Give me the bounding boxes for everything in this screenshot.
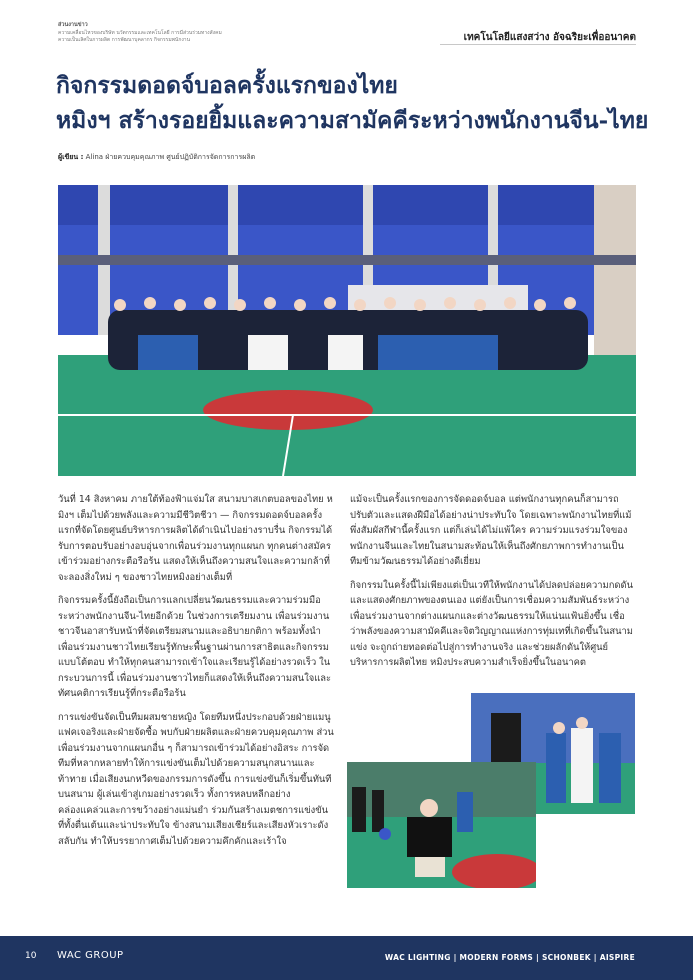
author-name: Alina ฝ่ายควบคุมคุณภาพ ศูนย์ปฏิบัติการจัดการการผลิต — [85, 153, 256, 161]
page-footer — [0, 936, 693, 980]
match-photo-2 — [347, 762, 536, 888]
article-title-line1: กิจกรรมดอดจ์บอลครั้งแรกของไทย — [56, 72, 398, 99]
paragraph: วันที่ 14 สิงหาคม ภายใต้ท้องฟ้าแจ่มใส สนามบาสเกตบอลของไทย หมิงฯ เต็มไปด้วยพลังและความมีชีวิตชีวา — กิจกรรมดอดจ์บอลครั้งแรกที่จัดโดยศูนย์บริหารการผลิตได้ดำเนินไปอย่างราบรื่น กิจกรรมได้รับการตอบรับอย่างอบอุ่นจากเพื่อนร่วมงานทุกแผนก ทุกคนต่างสมัครเข้าร่วมอย่างกระตือรือร้น แสดงให้เห็นถึงความสนใจและความกล้าที่จะลองสิ่งใหม่ ๆ ของชาวไทยหมิงอย่างเต็มที่ — [58, 494, 333, 583]
footer-brand-list: WAC LIGHTING | MODERN FORMS | SCHONBEK | AISPIRE — [384, 953, 635, 962]
tagline: เทคโนโลยีแสงสว่าง อัจฉริยะเพื่ออนาคต — [463, 32, 636, 43]
paragraph: แม้จะเป็นครั้งแรกของการจัดดอดจ์บอล แต่พนักงานทุกคนก็สามารถปรับตัวและแสดงฝีมือได้อย่างน่าประทับใจ โดยเฉพาะพนักงานไทยที่แม้พึ่งสัมผัสกีฬานี้ครั้งแรก แต่ก็เล่นได้ไม่แพ้ใคร ความร่วมแรงร่วมใจของพนักงานจีนและไทยในสนามสะท้อนให้เห็นถึงศักยภาพการทำงานเป็นทีมข้ามวัฒนธรรมได้อย่างดีเยี่ยม — [350, 494, 632, 567]
page-number: 10 — [25, 951, 37, 961]
section-title: ส่วนงานข่าว — [58, 22, 88, 28]
paragraph: กิจกรรมครั้งนี้ยังถือเป็นการแลกเปลี่ยนวัฒนธรรมและความร่วมมือระหว่างพนักงานจีน-ไทยอีกด้วย ในช่วงการเตรียมงาน เพื่อนร่วมงานชาวจีนอาสารับหน้าที่จัดเตรียมสนามและอธิบายกติกา พร้อมทั้งนำเพื่อนร่วมงานชาวไทยเรียนรู้ทักษะพื้นฐานผ่านการสาธิตและกิจกรรมแบบโต้ตอบ ทำให้ทุกคนสามารถเข้าใจและเรียนรู้ได้อย่างรวดเร็ว ในกระบวนการนี้ เพื่อนร่วมงานชาวไทยก็แสดงให้เห็นถึงความสนใจและทัศนคติการเรียนรู้ที่กระตือรือร้น — [58, 595, 332, 699]
article-body-right — [350, 492, 635, 679]
footer-brand: WAC GROUP — [57, 950, 124, 961]
author-label: ผู้เขียน : — [58, 153, 84, 161]
section-categories-line1: ความเคลื่อนไหวของบริษัท นวัตกรรมและเทคโนโลยี การมีส่วนร่วมทางสังคม — [58, 29, 222, 36]
article-title-line2: หมิงฯ สร้างรอยยิ้มและความสามัคคีระหว่างพนักงานจีน-ไทย — [56, 107, 649, 134]
article-title — [56, 68, 656, 138]
article-body-left — [58, 492, 334, 857]
group-photo — [58, 185, 636, 476]
section-header — [58, 22, 288, 45]
header-divider — [440, 44, 636, 45]
paragraph: การแข่งขันจัดเป็นทีมผสมชายหญิง โดยทีมหนึ่งประกอบด้วยฝ่ายแมนูแฟคเจอริงและฝ่ายจัดซื้อ พบกับฝ่ายผลิตและฝ่ายควบคุมคุณภาพ ส่วนเพื่อนร่วมงานจากแผนกอื่น ๆ ก็สามารถเข้าร่วมได้อย่างอิสระ การจัดทีมที่หลากหลายทำให้การแข่งขันเต็มไปด้วยความสนุกสนานและท้าทาย เมื่อเสียงนกหวีดของกรรมการดังขึ้น การแข่งขันก็เริ่มขึ้นทันที บนสนาม ผู้เล่นเข้าสู่เกมอย่างรวดเร็ว ทั้งการหลบหลีกอย่างคล่องแคล่วและการขว้างอย่างแม่นยำ ร่วมกันสร้างเมตชการแข่งขันที่ทั้งตื่นเต้นและน่าประทับใจ ข้างสนามเสียงเชียร์และเสียงหัวเราะดังสลับกัน ทำให้บรรยากาศเต็มไปด้วยความคึกคักและเร้าใจ — [58, 711, 334, 847]
section-categories-line2: ความเป็นเลิศในการผลิต การพัฒนาบุคลากร กิจกรรมพนักงาน — [58, 37, 191, 43]
paragraph: กิจกรรมในครั้งนี้ไม่เพียงแต่เป็นเวทีให้พนักงานได้ปลดปล่อยความกดดันและแสดงศักยภาพของตนเอง แต่ยังเป็นการเชื่อมความสัมพันธ์ระหว่างเพื่อนร่วมงานจากต่างแผนกและต่างวัฒนธรรมให้แน่นแฟ้นยิ่งขึ้น เชื่อว่าพลังของความสามัคคีและจิตวิญญาณแห่งการทุ่มเทที่เกิดขึ้นในสนามแข่ง จะถูกถ่ายทอดต่อไปสู่การทำงานจริง และช่วยผลักดันให้ศูนย์บริหารการผลิตไทย หมิงประสบความสำเร็จยิ่งขึ้นในอนาคต — [350, 579, 633, 668]
author-byline — [58, 152, 255, 163]
